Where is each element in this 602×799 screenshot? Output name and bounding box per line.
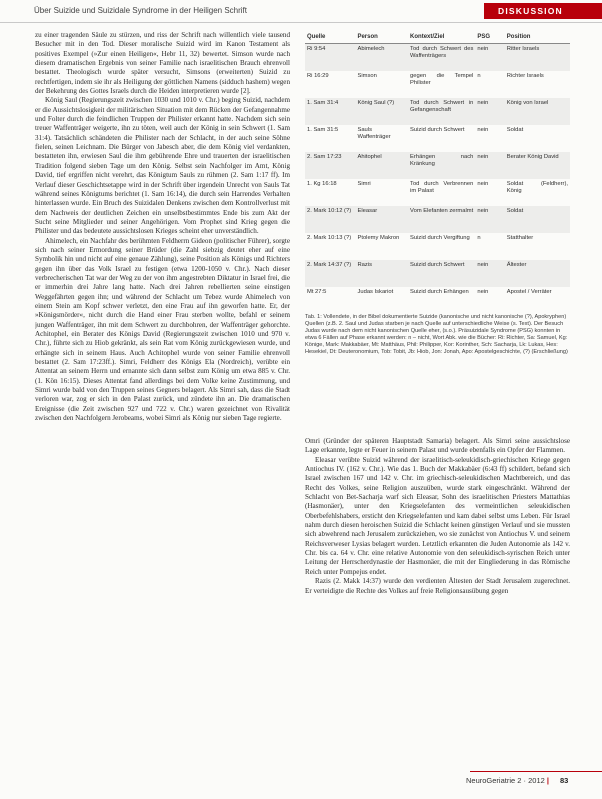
section-tab	[484, 3, 602, 19]
table-row	[305, 98, 570, 125]
page-number: 83	[560, 776, 569, 785]
table-cell: 2. Mark 10:12 (?)	[305, 206, 355, 233]
table-cell: Simri	[357, 181, 371, 187]
table-cell: nein	[475, 152, 504, 179]
table-cell: Eleasar	[355, 206, 408, 233]
table-header-row	[305, 32, 570, 44]
column-header: Person	[355, 32, 408, 44]
footer-separator: |	[546, 776, 549, 785]
table-cell: König Saul (?)	[355, 98, 408, 125]
table-cell: Suizid durch Schwert	[408, 260, 475, 287]
table-cell: Ri 9:54	[305, 44, 355, 72]
table-cell: nein	[475, 206, 504, 233]
table-cell: Ritter Israels	[505, 44, 570, 72]
table-row	[305, 260, 570, 287]
paragraph: Ahimelech, ein Nachfahr des berühmten Feldherrn Gideon (politischer Führer), sorgte sich nach seiner Ermordung seiner Brüder (die Zahl siebzig deutet eher auf eine Symbolik hin und nicht auf eine genaue Zählung), seine Position als Königs und Richters gegen ihn über das Volk Israel zu festigen (etwa 1200-1050 v. Chr.). Nach dieser verbrecherischen Tat war der Weg zu der von ihm angestrebten Diktatur in Israel frei, die er immerhin drei Jahre lang hatte. Nach drei Jahren rebellierten seine einstigen Weggefährten gegen ihn; und während der Schlacht um Tebez wurde Ahimelech von einem Stein am Kopf schwer verletzt, den eine Frau auf ihn geworfen hatte. Er, der »Königsmörder«, nicht durch die Hand einer Frau sterben wollte, befahl er seinem jungen Waffenträger, ihn mit dem Schwert zu durchbohren, der Waffenträger gehorchte. Achitophel, ein Berater des Königs David (Regierungszeit zwischen 1010 und 970 v. Chr.), führte sich zu Hiob gekränkt, als sein Rat vom König zurückgewiesen wurde, und erhängte sich in seinem Haus. Auch Achitophel wurde von seiner Familie ehrenvoll bestattet (2. Sam 17:23ff.). Simri, Feldherr des Königs Ela (Nordreich), verübte ein Attentat an seinem Herrn und ernannte sich dann selbst zum König um etwa 885 v. Chr. (1. Kön 16:15). Dieses Attentat fand allerdings bei dem Volke keine Zustimmung, und Simri wurde bald von den Truppen seines Gegners belagert. Als Simri sah, dass die Stadt verloren war, zog er sich in den Palast zurück, und zündete ihn an. Die dramatischen Ereignisse (die Zeit zwischen 927 und 722 v. Chr.) waren gezeichnet von Rivalität zwischen den Nachfolgern Jerobeams, wobei Simri als König nur sieben Tage regierte.	[35, 236, 290, 423]
table-cell: 2. Mark 10:13 (?)	[307, 235, 352, 241]
table-cell: Soldat	[505, 206, 570, 233]
page-header	[0, 0, 602, 23]
table-row	[305, 125, 570, 152]
table-cell: n	[477, 73, 481, 79]
table-cell: 2. Sam 17:23	[305, 152, 355, 179]
table-row	[305, 152, 570, 179]
table-cell: König von Israel	[505, 98, 570, 125]
journal-title: NeuroGeriatrie 2 · 2012	[466, 776, 545, 785]
table-cell: Berater König David	[505, 152, 570, 179]
table-cell: Apostel / Verräter	[506, 289, 552, 295]
paragraph: König Saul (Regierungszeit zwischen 1030 und 1010 v. Chr.) beging Suizid, nachdem er die Aussichtslosigkeit der militärischen Situation mit dem Rücken der Gefangennahme und Folter durch die feindlichen Truppen der Philister erkannt hatte. Nachdem sich sein treuer Waffenträger weigerte, ihn zu töten, weil auch der König in sein Schwert (1. Sam 31:4). Tatsächlich schändeten die Philister nach der Schlacht, in der auch seine Söhne fielen, seinen Leichnam. Die Bürger von Jabesch aber, die dem König viel verdankten, bestatteten ihn, erwiesen Saul die ihm gebührende Ehre und trauerten der israelitischen Tradition folgend sieben Tage um den König. Selbst sein Nachfolger im Amt, König David, tief ergriffen nicht verehrt, das Königtum Sauls zu rühmen (2. Sam 1:17 ff). Im Verlauf dieser Geschichtsetappe wird in der Schrift über irgendein Unrecht von Sauls Tat während seines Königtums berichtet (1. Sam 16:14), die durch sein Harrendes Verhalten hinterlassen wurde. Ein Bruch des Suizidalen Denkens zwischen dem Kontrollverlust mit dem Nachweis der deutlichen Zeichen ein unselbstbestimmtes Ende bis zum Akt der Sucht seine Mitglieder und seiner Angehörigen. Vom Prophet sind Krieg gegen die Philister und das bedeutete aussichtslosen Krieges scheint eher unverständlich.	[35, 96, 290, 236]
column-header: PSG	[475, 32, 504, 44]
table-cell: Simson	[357, 73, 377, 79]
table-cell: Tod durch Verbrennen im Palast	[410, 181, 474, 194]
table-cell: 1. Kg 16:18	[307, 181, 337, 187]
table-cell: gegen die Tempel Philister	[410, 73, 474, 86]
table-cell: Judas Iskariot	[357, 289, 394, 295]
table-cell: Razis	[355, 260, 408, 287]
table-caption: Tab. 1: Vollendete, in der Bibel dokumentierte Suizide (kanonische und nicht kanonische (?), Apokryphen) Quellen (z.B. 2. Saul und Judas starben je nach Quelle auf unterschiedliche Weise (s. Text). Der Besuch Judas wurde nach dem nicht kanonischen Quelle eher, (s.o.). Präsuizidale Syndrome (PSG) konnten in etwa 6 Fällen auf Phase erkannt werden: n – nicht, Wort Abk. wie die Bücher: Ri: Richter, Sa: Samuel, Kg: Könige, Mark: Makkabäer, Mt: Matthäus, Phil: Philipper, Kor: Korinther, Sch: Sacharja, Lk: Lukas, Hes: Hesekiel, Dt: Deuteronomium, Tob: Tobit, Jb: Hiob, Jon: Jonah, Apo: Apostelgeschichte, (?) (Erschließung)	[305, 314, 568, 356]
paragraph: zu einer tragenden Säule zu stürzen, und riss der Schrift nach willentlich viele tausend Besucher mit in den Tod. Dieser moralische Suizid wird im Kanon Testament als positives Exempel (»Zur einen Heiligen«, Hebr 11, 32) bewertet. Simson wurde nach diesem dramatischen Ergebnis von seiner Familie nach israelitischen Brauch ehrenvoll bestattet. Theologisch wurde später versucht, Simsons (erweiterten) Suizid zu rechtfertigen, indem sie ihr als Heiligung der göttlichen Namens (sidduch hashem) wegen der Bekehrung des Gottes Israels durch die Heiden interpretieren wurde [2].	[35, 31, 290, 96]
table-row	[305, 179, 570, 206]
table-cell: Soldat	[506, 127, 524, 133]
left-column	[35, 31, 290, 756]
table-cell: n	[477, 235, 481, 241]
table-cell: Suizid durch Vergiftung	[410, 235, 470, 241]
table-cell: Richter Israels	[506, 73, 544, 79]
footer-rule	[470, 771, 602, 772]
table-cell: Erhängen nach Kränkung	[408, 152, 475, 179]
table-cell: Tod durch Schwert in Gefangenschaft	[408, 98, 475, 125]
table-cell: 1. Sam 31:4	[305, 98, 355, 125]
table-cell: Suizid durch Schwert	[410, 127, 465, 133]
table-row	[305, 44, 570, 72]
section-label: DISKUSSION	[498, 6, 563, 16]
table-cell: Ri 16:29	[307, 73, 329, 79]
table-cell: 2. Mark 14:37 (?)	[305, 260, 355, 287]
paragraph: Razis (2. Makk 14:37) wurde den verdienten Ältesten der Stadt Jerusalem zugerechnet. Er verteidigte die Rechte des Volkes auf freie Religionsausübung gegen	[305, 577, 570, 595]
table-cell: Tod durch Schwert des Waffenträgers	[408, 44, 475, 72]
table-cell: Ahitophel	[355, 152, 408, 179]
table-cell: nein	[475, 98, 504, 125]
table-cell: Statthalter	[506, 235, 534, 241]
column-header: Kontext/Ziel	[408, 32, 475, 44]
table-cell: nein	[477, 289, 489, 295]
table-row	[305, 233, 570, 260]
table-cell: 1. Sam 31:5	[307, 127, 339, 133]
page-footer	[0, 768, 602, 792]
table-cell: nein	[477, 127, 489, 133]
column-header: Position	[505, 32, 570, 44]
table-cell: Soldat (Feldherr), König	[506, 181, 568, 194]
table-cell: Sauls Waffenträger	[357, 127, 391, 140]
paragraph: Eleasar verübte Suizid während der israelitisch-seleukidisch-griechischen Kriege gegen Antiochus IV. (162 v. Chr.). Wie das 1. Buch der Makkabäer (6:43 ff) schildert, befand sich Israel zwischen 167 und 142 v. Chr. im griechisch-seleukidischen Machtbereich, und das Recht des Volkes, seine Religion auszuüben, wurde stark eingeschränkt. Während der Schlacht von Bet-Sacharja warf sich Eleasar, Sohn des israelitischen Priesters Mattathias (Hasmonäer), unter den Kriegselefanten des vermeintlichen seleukidischen Oberbefehlshabers, ersticht den Kriegselefanten und kam dabei selbst ums Leben. Für Israel nahm durch diesen heroischen Suizid die Schlacht keinen günstigen Verlauf und sie mussten sich abwehrend nach Jerusalem zurückziehen, wo sie zunächst von Antiochus V. und seinem Reichsverweser Lysias belagert wurden. Letztlich erkannten die Juden Autonomie als 142 v. Chr. bis ca. 64 v. Chr. eine relative Autonomie von den seleukidisch-syrischen Reich unter Leitung der Herrscherdynastie der Hasmonäer, die mit der Eingliederung in das Römische Reich unter Pompejus endet.	[305, 455, 570, 576]
sources-table	[305, 32, 570, 314]
table-cell: nein	[475, 260, 504, 287]
table-cell: Suizid durch Erhängen	[410, 289, 469, 295]
running-title: Über Suizide und Suizidale Syndrome in der Heiligen Schrift	[34, 6, 247, 15]
table-cell: Mt 27:5	[307, 289, 327, 295]
table-cell: Vom Elefanten zermalmt	[408, 206, 475, 233]
table-cell: Abimelech	[355, 44, 408, 72]
table-cell: Ptolemy Makron	[357, 235, 400, 241]
table-cell: Ältester	[505, 260, 570, 287]
table-cell: nein	[477, 181, 489, 187]
table-row	[305, 71, 570, 98]
paragraph: Omri (Gründer der späteren Hauptstadt Samaria) belagert. Als Simri seine aussichtslose Lage erkannte, legte er Feuer in seinem Palast und wurde ebenfalls ein Opfer der Flammen.	[305, 437, 570, 455]
table-block	[305, 32, 570, 357]
table-row	[305, 206, 570, 233]
journal-name	[466, 776, 549, 785]
table-cell: nein	[475, 44, 504, 72]
right-column	[305, 437, 570, 755]
column-header: Quelle	[305, 32, 355, 44]
table-row	[305, 287, 570, 314]
